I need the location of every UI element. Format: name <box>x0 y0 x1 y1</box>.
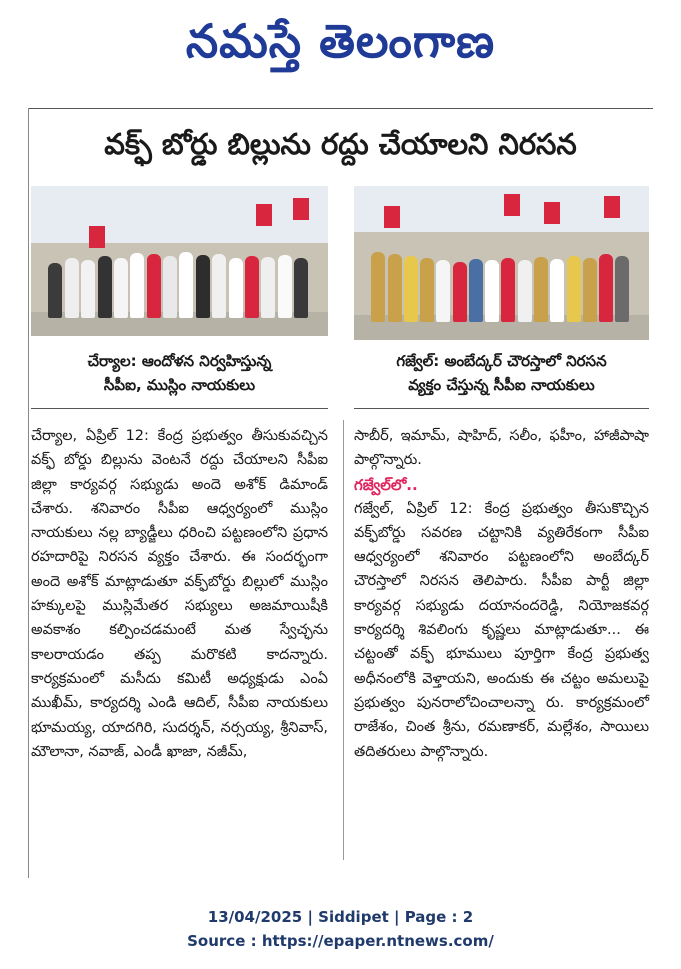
masthead-logo: నమస్తే తెలంగాణ <box>185 14 496 68</box>
photo-left <box>31 186 328 336</box>
footer-source: Source : https://epaper.ntnews.com/ <box>187 932 494 950</box>
caption-left-rule <box>31 408 328 409</box>
top-rule <box>28 108 653 109</box>
caption-right-rule <box>354 408 649 409</box>
article-left-text: చేర్యాల, ఏప్రిల్ 12: కేంద్ర ప్రభుత్వం తీసుకువచ్చిన వక్ఫ్ బోర్డు బిల్లును వెంటనే రద్దు చేయాలని సీపీఐ జిల్లా కార్యవర్గ సభ్యుడు అందె అశోక్ డిమాండ్ చేశారు. శనివారం సీపీఐ ఆధ్వర్యంలో ముస్లిం నాయకులు నల్ల బ్యాడ్జీలు ధరించి పట్టణంలోని ప్రధాన రహదారిపై నిరసన వ్యక్తం చేశారు. ఈ సందర్భంగా అందె అశోక్ మాట్లాడుతూ వక్ఫ్‌బోర్డు బిల్లులో ముస్లిం హక్కులపై ముస్లిమేతర సభ్యులు అజమాయిషీకి అవకాశం కల్పించడమంటే మత స్వేచ్ఛను కాలరాయడం తప్ప మరొకటి కాదన్నారు. కార్యక్రమంలో మసీదు కమిటీ అధ్యక్షుడు ఎంఏ ముఖీమ్, కార్యదర్శి ఎండి ఆదిల్, సీపీఐ నాయకులు భూమయ్య, యాదగిరి, సుదర్శన్, నర్సయ్య, శ్రీనివాస్, మౌలానా, నవాజ్, ఎండీ ఖాజా, నజీమ్, <box>31 428 328 760</box>
caption-right <box>354 349 649 397</box>
article-right-text: గజ్వేల్, ఏప్రిల్ 12: కేంద్ర ప్రభుత్వం తీసుకొచ్చిన వక్ఫ్‌బోర్డు సవరణ చట్టానికి వ్యతిరేకంగా సీపీఐ ఆధ్వర్యంలో శనివారం పట్టణంలోని అంబేద్కర్ చౌరస్తాలో నిరసన తెలిపారు. సీపీఐ పార్టీ జిల్లా కార్యవర్గ సభ్యుడు దయానందరెడ్డి, నియోజకవర్గ కార్యదర్శి శివలింగు కృష్ణలు మాట్లాడుతూ... ఈ చట్టంతో వక్ఫ్ భూములు పూర్తిగా కేంద్ర ప్రభుత్వ అధీనంలోకి వెళ్తాయని, అందుకు ఈ చట్టం అమలుపై ప్రభుత్వం పునరాలోచించాలన్నా రు. కార్యక్రమంలో రాజేశం, చింత శ్రీను, రమణాకర్, మల్లేశం, సాయిలు తదితరులు పాల్గొన్నారు. <box>354 500 649 760</box>
article-right-intro: సాబీర్, ఇమామ్, షాహిద్, సలీం, ఫహీం, హాజీపాషా పాల్గొన్నారు. <box>354 428 649 469</box>
article-right-subhead: గజ్వేల్‌లో.. <box>354 475 418 494</box>
caption-right-line2: వ్యక్తం చేస్తున్న సీపీఐ నాయకులు <box>408 376 595 394</box>
headline: వక్ఫ్ బోర్డు బిల్లును రద్దు చేయాలని నిరసన <box>104 127 577 161</box>
caption-left-line1: చేర్యాల: ఆందోళన నిర్వహిస్తున్న <box>87 352 272 370</box>
left-rule <box>28 108 29 878</box>
caption-left-line2: సీపీఐ, ముస్లిం నాయకులు <box>103 376 256 394</box>
footer-dateline: 13/04/2025 | Siddipet | Page : 2 <box>207 908 474 926</box>
article-right-column <box>354 424 649 764</box>
caption-right-line1: గజ్వేల్: అంబేద్కర్ చౌరస్తాలో నిరసన <box>396 352 607 370</box>
column-divider <box>343 420 344 860</box>
photo-right <box>354 186 649 340</box>
article-left-column <box>31 424 328 764</box>
caption-left <box>31 349 328 397</box>
